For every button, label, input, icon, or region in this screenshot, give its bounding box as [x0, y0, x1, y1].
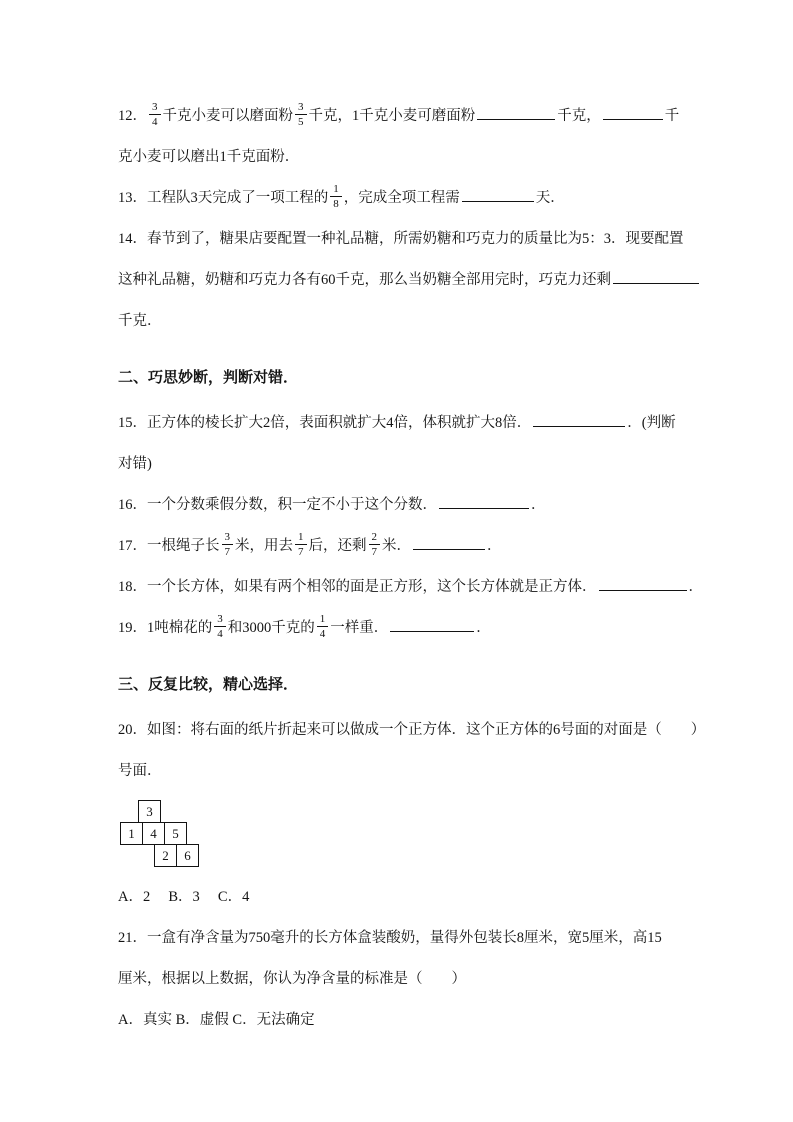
text-line [118, 877, 680, 918]
cube-net-cell: 3 [138, 800, 161, 823]
cube-net-figure [120, 800, 680, 867]
fraction-denominator: 7 [298, 546, 304, 559]
fraction-numerator: 3 [149, 101, 161, 116]
text-run: 天． [535, 190, 565, 206]
text-run: 厘米，根据以上数据，你认为净含量的标准是（ ） [118, 971, 466, 987]
fraction-denominator: 8 [333, 198, 339, 211]
fraction-denominator: 4 [217, 628, 223, 641]
text-line [118, 959, 680, 1000]
text-line [118, 444, 680, 485]
fraction-denominator: 7 [371, 546, 377, 559]
text-run: ． [531, 497, 546, 513]
question-20-options [118, 877, 680, 918]
text-line [118, 608, 680, 649]
question-15 [118, 403, 680, 485]
text-run: 千克小麦可以磨面粉 [162, 108, 293, 124]
text-run: 12． [118, 108, 147, 124]
question-14 [118, 219, 684, 342]
text-run: ． [487, 538, 502, 554]
fraction-numerator: 1 [295, 531, 307, 546]
text-run: A．真实 B．虚假 C．无法确定 [118, 1012, 315, 1028]
text-run: 米，用去 [235, 538, 293, 554]
text-line [118, 219, 684, 260]
fraction [295, 531, 307, 559]
fraction [330, 183, 342, 211]
answer-blank [439, 494, 529, 509]
text-line [118, 1000, 680, 1041]
fraction [149, 101, 161, 129]
fraction-denominator: 4 [319, 628, 326, 641]
question-13 [118, 178, 680, 219]
question-21-options [118, 1000, 680, 1041]
text-line [118, 137, 680, 178]
text-run: 对错) [118, 456, 152, 472]
text-run: ． [476, 620, 491, 636]
text-run: 13．工程队3天完成了一项工程的 [118, 190, 329, 206]
answer-blank [413, 535, 485, 550]
question-17 [118, 526, 680, 567]
cube-net-row [138, 800, 680, 823]
text-run: 号面． [118, 763, 162, 779]
text-run: 18．一个长方体，如果有两个相邻的面是正方形，这个长方体就是正方体． [118, 579, 597, 595]
text-run: 一样重． [330, 620, 389, 636]
text-line [118, 260, 680, 301]
fraction-numerator: 3 [222, 531, 234, 546]
question-12 [118, 96, 680, 178]
answer-blank [603, 105, 663, 120]
text-run: A．2 B．3 C．4 [118, 889, 250, 905]
fraction-numerator: 1 [317, 613, 329, 628]
fraction-numerator: 2 [369, 531, 381, 546]
answer-blank [462, 187, 534, 202]
fraction-numerator: 3 [214, 613, 226, 628]
answer-blank [477, 105, 555, 120]
fraction [317, 613, 329, 641]
text-run: 16．一个分数乘假分数，积一定不小于这个分数． [118, 497, 437, 513]
text-run: 15．正方体的棱长扩大2倍，表面积就扩大4倍，体积就扩大8倍． [118, 415, 532, 431]
cube-net-cell: 5 [164, 822, 187, 845]
text-run: 和3000千克的 [227, 620, 315, 636]
text-run: 这种礼品糖，奶糖和巧克力各有60千克，那么当奶糖全部用完时，巧克力还剩 [118, 272, 611, 288]
question-21-body [118, 918, 680, 1000]
text-run: 千 [664, 108, 680, 124]
text-run: ，完成全项工程需 [343, 190, 460, 206]
section-heading-judge: 二、巧思妙断，判断对错． [118, 370, 299, 386]
answer-blank [613, 269, 699, 284]
question-18 [118, 567, 703, 608]
fraction [295, 101, 307, 129]
section-heading-choice: 三、反复比较，精心选择． [118, 677, 299, 693]
text-line [118, 301, 680, 342]
question-19 [118, 608, 680, 649]
text-run: 千克，1千克小麦可磨面粉 [308, 108, 476, 124]
text-line [118, 178, 680, 219]
fraction-numerator: 3 [295, 101, 307, 116]
cube-net-row [120, 822, 680, 845]
fraction [369, 531, 381, 559]
text-line [118, 96, 680, 137]
cube-net-cell: 1 [120, 822, 143, 845]
text-line [118, 918, 680, 959]
answer-blank [390, 617, 474, 632]
text-run: 克小麦可以磨出1千克面粉． [118, 149, 300, 165]
fraction-denominator: 5 [298, 116, 304, 129]
cube-net-row [154, 844, 680, 867]
text-line [118, 526, 680, 567]
cube-net-cell: 2 [154, 844, 177, 867]
text-run: ．(判断 [627, 415, 676, 431]
answer-blank [599, 576, 687, 591]
text-line [118, 403, 680, 444]
text-run: ． [688, 579, 703, 595]
text-line [118, 710, 706, 751]
text-line [118, 751, 680, 792]
worksheet-content [118, 96, 706, 1041]
fraction-denominator: 7 [224, 546, 230, 559]
text-run: 14．春节到了，糖果店要配置一种礼品糖，所需奶糖和巧克力的质量比为5：3．现要配置 [118, 231, 684, 247]
text-line [118, 567, 703, 608]
text-run: 后，还剩 [308, 538, 367, 554]
text-line [118, 485, 680, 526]
fraction-numerator: 1 [330, 183, 342, 198]
cube-net-cell: 4 [142, 822, 165, 845]
answer-blank [533, 412, 625, 427]
text-run: 20．如图：将右面的纸片折起来可以做成一个正方体．这个正方体的6号面的对面是（ ） [118, 722, 706, 738]
fraction [222, 531, 234, 559]
text-run: 21．一盒有净含量为750毫升的长方体盒装酸奶，量得外包装长8厘米，宽5厘米，高15 [118, 930, 662, 946]
fraction [214, 613, 226, 641]
question-16 [118, 485, 680, 526]
text-run: 19．1吨棉花的 [118, 620, 213, 636]
text-run: 17．一根绳子长 [118, 538, 220, 554]
question-20-intro [118, 710, 706, 792]
fraction-denominator: 4 [152, 116, 158, 129]
cube-net-cell: 6 [176, 844, 199, 867]
text-run: 千克． [118, 313, 162, 329]
text-run: 米． [382, 538, 411, 554]
text-run: 千克， [557, 108, 601, 124]
